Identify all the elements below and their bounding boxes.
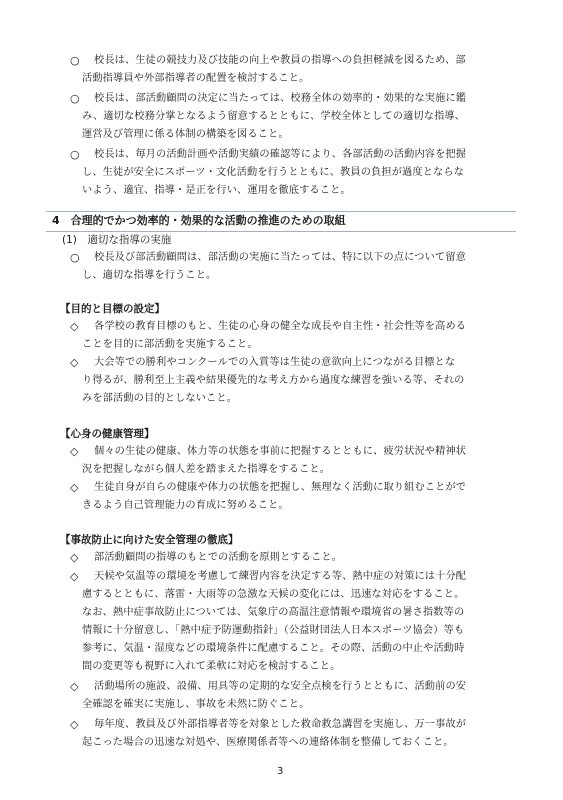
text-line: し、生徒が安全にスポーツ・文化活動を行うとともに、教員の負担が過度とならな: [82, 167, 465, 178]
group-heading: 【心身の健康管理】: [60, 428, 155, 440]
text-line: ことを目的に部活動を実施すること。: [82, 339, 258, 350]
text-line: 間の変更等も視野に入れて柔軟に対応を検討すること。: [82, 661, 341, 672]
diamond-marker: ◇: [70, 718, 79, 731]
diamond-marker: ◇: [70, 481, 79, 494]
text-line: 参考に、気温・湿度などの環境条件に配慮すること。その際、活動の中止や活動時: [82, 643, 465, 654]
group-heading: 【事故防止に向けた安全管理の徹底】: [60, 534, 239, 546]
subsection-title: (1) 適切な指導の実施: [62, 234, 172, 246]
text-line: 各学校の教育目標のもと、生徒の心身の健全な成長や自主性・社会性等を高める: [94, 321, 467, 332]
bullet-marker: ○: [70, 54, 80, 67]
text-line: 情報に十分留意し、「熱中症予防運動指針」（公益財団法人日本スポーツ協会）等も: [82, 625, 465, 636]
text-line: 全確認を確実に実施し、事故を未然に防ぐこと。: [82, 699, 310, 710]
text-line: し、適切な指導を行うこと。: [82, 270, 217, 281]
bullet-marker: ○: [70, 251, 80, 264]
text-line: 運営及び管理に係る体制の構築を図ること。: [82, 129, 289, 140]
diamond-marker: ◇: [70, 445, 79, 458]
text-line: 慮するとともに、落雷・大雨等の急激な天候の変化には、迅速な対応をすること。: [82, 589, 465, 600]
text-line: 校長は、毎月の活動計画や活動実績の確認等により、各部活動の活動内容を把握: [94, 149, 467, 160]
text-line: なお、熱中症事故防止については、気象庁の高温注意情報や環境省の暑さ指数等の: [82, 607, 465, 618]
text-line: 個々の生徒の健康、体力等の状態を事前に把握するとともに、疲労状況や精神状: [94, 446, 467, 457]
section-title: 4 合理的でかつ効率的・効果的な活動の推進のための取組: [52, 214, 346, 227]
text-line: みを部活動の目的としないこと。: [82, 393, 238, 404]
text-line: 起こった場合の迅速な対処や、医療関係者等への連絡体制を整備しておくこと。: [82, 737, 454, 748]
diamond-marker: ◇: [70, 320, 79, 333]
text-line: いよう、適宜、指導・是正を行い、運用を徹底すること。: [82, 185, 351, 196]
text-line: り得るが、勝利至上主義や結果優先的な考え方から過度な練習を強いる等、それの: [82, 375, 465, 386]
text-line: 校長及び部活動顧問は、部活動の実施に当たっては、特に以下の点について留意: [94, 252, 466, 263]
diamond-marker: ◇: [70, 680, 79, 693]
text-line: 毎年度、教員及び外部指導者等を対象とした救命救急講習を実施し、万一事故が: [94, 719, 467, 730]
diamond-marker: ◇: [70, 551, 79, 564]
bullet-marker: ○: [70, 92, 80, 105]
text-line: み、適切な校務分掌となるよう留意するとともに、学校全体としての適切な指導、: [82, 111, 466, 122]
page-number: 3: [277, 766, 284, 777]
text-line: 部活動顧問の指導のもとでの活動を原則とすること。: [94, 552, 343, 563]
text-line: きるよう自己管理能力の育成に努めること。: [82, 500, 289, 511]
text-line: 天候や気温等の環境を考慮して練習内容を決定する等、熱中症の対策には十分配: [94, 571, 467, 582]
text-line: 活動場所の施設、設備、用具等の定期的な安全点検を行うとともに、活動前の安: [94, 681, 467, 692]
text-line: 校長は、部活動顧問の決定に当たっては、校務全体の効率的・効果的な実施に鑑: [94, 93, 467, 104]
text-line: 況を把握しながら個人差を踏まえた指導をすること。: [82, 464, 331, 475]
text-line: 校長は、生徒の競技力及び技能の向上や教員の指導への負担軽減を図るため、部: [94, 55, 466, 66]
text-line: 大会等での勝利やコンクールでの入賞等は生徒の意欲向上につながる目標とな: [94, 357, 456, 368]
text-line: 生徒自身が自らの健康や体力の状態を把握し、無理なく活動に取り組むことがで: [94, 482, 467, 493]
group-heading: 【目的と目標の設定】: [60, 303, 165, 315]
bullet-marker: ○: [70, 148, 80, 161]
diamond-marker: ◇: [70, 570, 79, 583]
text-line: 活動指導員や外部指導者の配置を検討すること。: [82, 73, 310, 84]
diamond-marker: ◇: [70, 356, 79, 369]
